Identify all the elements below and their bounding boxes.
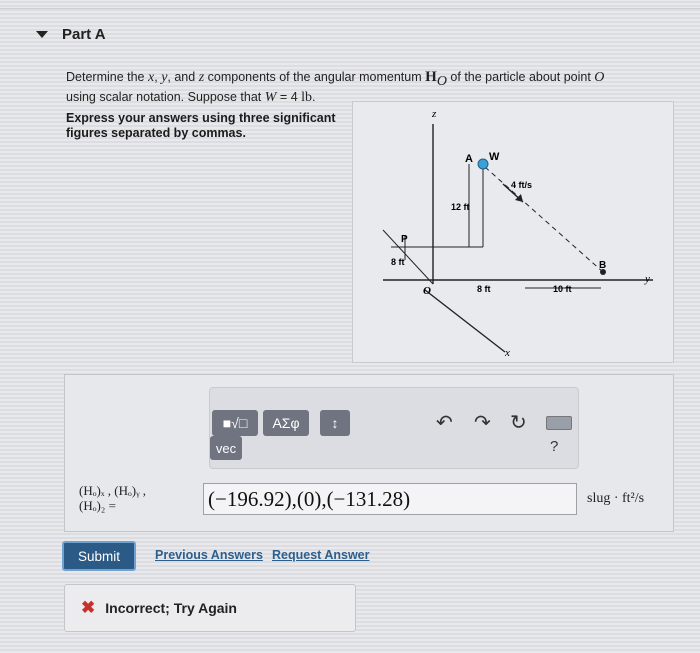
label-x: x <box>505 347 510 359</box>
units-label: slug · ft²/s <box>587 491 645 506</box>
submit-button[interactable]: Submit <box>62 541 136 571</box>
incorrect-x-icon: ✖ <box>81 598 96 617</box>
label-height: 12 ft <box>451 202 470 212</box>
label-b: B <box>599 260 607 271</box>
answer-label-line2: (Hₒ)₂ = <box>79 498 116 513</box>
label-a: A <box>465 153 473 165</box>
figure-diagram <box>353 102 673 362</box>
label-o: O <box>423 285 431 297</box>
collapse-caret-icon[interactable] <box>36 31 48 38</box>
x-axis <box>425 290 505 352</box>
q-text: , <box>154 70 158 84</box>
label-p: P <box>401 234 408 245</box>
q-text: components of the angular momentum <box>207 70 422 84</box>
problem-figure <box>352 101 674 363</box>
undo-icon[interactable]: ↶ <box>436 412 453 434</box>
q-var-x: x <box>148 70 155 85</box>
q-text: = 4 <box>279 89 298 104</box>
greek-symbols-button[interactable]: AΣφ <box>263 410 309 436</box>
sort-arrows-button[interactable]: ↕ <box>320 410 350 436</box>
q-var-H: H <box>425 69 437 85</box>
redo-icon[interactable]: ↷ <box>474 412 491 434</box>
feedback-box <box>64 584 356 632</box>
label-8ft-b: 8 ft <box>477 284 491 294</box>
previous-answers-link[interactable]: Previous Answers <box>155 548 263 562</box>
label-speed: 4 ft/s <box>511 180 533 190</box>
q-var-W: W <box>264 89 277 105</box>
math-toolbar <box>209 387 579 469</box>
particle-a <box>478 159 488 169</box>
answer-input[interactable]: (−196.92),(0),(−131.28) <box>203 483 577 515</box>
vec-button[interactable]: vec <box>210 436 242 460</box>
label-10ft: 10 ft <box>553 284 572 294</box>
path-ab <box>485 167 603 272</box>
q-text: Determine the <box>66 70 145 84</box>
label-8ft-a: 8 ft <box>391 257 405 267</box>
answer-label <box>79 483 146 513</box>
reset-icon[interactable]: ↻ <box>510 412 527 434</box>
keyboard-icon[interactable] <box>546 416 572 430</box>
q-text: of the particle about point <box>450 70 591 84</box>
q-unit-lb: lb <box>301 89 313 105</box>
label-y: y <box>645 273 650 285</box>
label-z: z <box>432 108 437 120</box>
question-text <box>66 70 666 105</box>
request-answer-link[interactable]: Request Answer <box>272 548 370 562</box>
q-text: . <box>312 89 316 104</box>
q-var-z: z <box>198 70 205 85</box>
q-var-O: O <box>594 70 605 85</box>
part-header[interactable] <box>36 26 106 43</box>
q-text: , and <box>167 70 196 84</box>
q-var-H-sub: O <box>436 73 447 89</box>
q-var-y: y <box>161 70 168 85</box>
answer-panel <box>64 374 674 532</box>
part-title: Part A <box>62 26 106 43</box>
instruction-text: Express your answers using three significant figures separated by commas. <box>66 111 336 140</box>
feedback-text: Incorrect; Try Again <box>105 600 237 616</box>
help-button[interactable]: ? <box>550 438 559 455</box>
top-divider <box>0 8 700 9</box>
templates-button[interactable]: ■√□ <box>212 410 258 436</box>
answer-label-line1: (Hₒ)ₓ , (Hₒ)ᵧ , <box>79 483 147 498</box>
label-w: W <box>489 151 500 163</box>
q-text: using scalar notation. Suppose that <box>66 89 262 104</box>
